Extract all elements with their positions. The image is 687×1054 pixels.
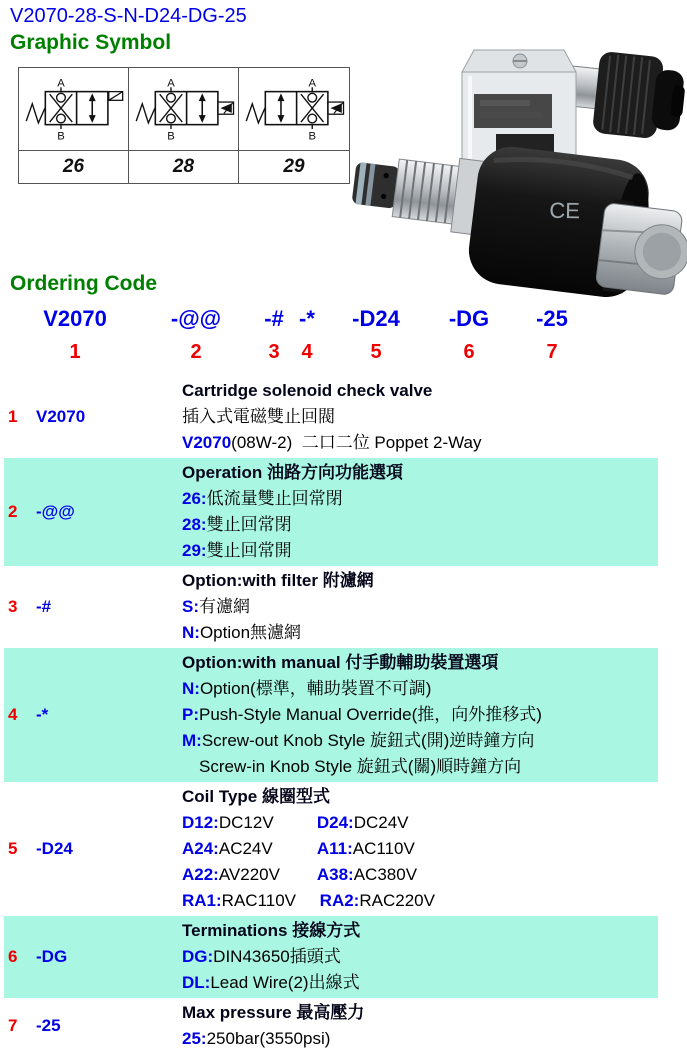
spec-row-7 xyxy=(4,998,658,1054)
row-description xyxy=(182,784,658,914)
valve-photo xyxy=(348,36,687,298)
spec-row-6 xyxy=(4,916,658,998)
spec-line: Max pressure 最高壓力 xyxy=(182,1003,365,1022)
spec-line: 28:雙止回常閉 xyxy=(182,515,292,534)
svg-text:B: B xyxy=(308,130,317,143)
spec-line: Option:with filter 附濾網 xyxy=(182,571,374,590)
hex-nut xyxy=(595,199,687,298)
row-position-number: 5 xyxy=(8,839,18,858)
valve-symbol-28-icon xyxy=(129,68,239,150)
spec-line: 25:250bar(3550psi) xyxy=(182,1029,331,1048)
spec-line: DG:DIN43650插頭式 xyxy=(182,947,341,966)
row-description xyxy=(182,1000,658,1052)
graphic-symbol-table xyxy=(18,67,350,184)
row-code: -@@ xyxy=(36,502,75,521)
spec-line: S:有濾網 xyxy=(182,597,250,616)
row-code: -# xyxy=(36,597,52,616)
cable-gland xyxy=(566,48,687,141)
code-segment-5: -D24 xyxy=(352,306,400,331)
spec-line: A22:AV220V A38:AC380V xyxy=(182,865,418,884)
cartridge-thread xyxy=(391,151,485,235)
spec-line: A24:AC24V A11:AC110V xyxy=(182,839,415,858)
spec-line: 26:低流量雙止回常閉 xyxy=(182,489,343,508)
spec-line: RA1:RAC110V RA2:RAC220V xyxy=(182,891,435,910)
row-code: -D24 xyxy=(36,839,73,858)
code-segment-4: -* xyxy=(299,306,315,331)
code-segment-7: -25 xyxy=(536,306,568,331)
spec-line: Terminations 接線方式 xyxy=(182,921,361,940)
code-segment-1: V2070 xyxy=(43,306,107,331)
spec-line: 29:雙止回常開 xyxy=(182,541,292,560)
row-description xyxy=(182,460,658,564)
spec-line: D12:DC12V D24:DC24V xyxy=(182,813,409,832)
row-position-number: 1 xyxy=(8,407,18,426)
row-position-number: 7 xyxy=(8,1016,18,1035)
ordering-code-position-row xyxy=(0,341,660,365)
code-segment-2: -@@ xyxy=(170,306,222,331)
spec-line: Option:with manual 付手動輔助裝置選項 xyxy=(182,653,499,672)
row-description xyxy=(182,378,658,456)
spec-line: DL:Lead Wire(2)出線式 xyxy=(182,973,360,992)
symbol-label-26: 26 xyxy=(19,150,129,183)
spec-line: Operation 油路方向功能選項 xyxy=(182,463,404,482)
svg-text:A: A xyxy=(166,77,175,90)
spec-line: Cartridge solenoid check valve xyxy=(182,381,433,400)
spec-line: 插入式電磁雙止回閥 xyxy=(182,407,335,426)
ordering-code-spec-table xyxy=(4,376,658,1054)
spec-row-3 xyxy=(4,566,658,648)
row-position-number: 4 xyxy=(8,705,18,724)
svg-text:B: B xyxy=(166,130,175,143)
row-position-number: 6 xyxy=(8,947,18,966)
row-code: V2070 xyxy=(36,407,86,426)
svg-text:B: B xyxy=(56,130,65,143)
position-number-4: 4 xyxy=(301,341,313,363)
spec-line: Coil Type 線圈型式 xyxy=(182,787,330,806)
graphic-symbol-heading: Graphic Symbol xyxy=(10,31,172,54)
spec-line: N:Option無濾網 xyxy=(182,623,302,642)
ordering-code-heading: Ordering Code xyxy=(10,272,158,295)
symbol-label-28: 28 xyxy=(129,150,239,183)
ordering-code-row xyxy=(0,306,660,334)
spec-row-2 xyxy=(4,458,658,566)
spec-row-4 xyxy=(4,648,658,782)
symbol-label-29: 29 xyxy=(239,150,349,183)
valve-symbol-26-icon xyxy=(19,68,129,150)
position-number-6: 6 xyxy=(463,341,475,363)
spec-line: V2070(08W-2) 二口二位 Poppet 2-Way xyxy=(182,433,482,452)
spec-line: N:Option(標準，輔助裝置不可調) xyxy=(182,679,432,698)
svg-text:A: A xyxy=(308,77,317,90)
spec-line: M:Screw-out Knob Style 旋鈕式(開)逆時鐘方向 xyxy=(182,731,535,750)
page-title: V2070-28-S-N-D24-DG-25 xyxy=(10,5,247,27)
row-description xyxy=(182,918,658,996)
valve-symbol-29-icon xyxy=(239,68,349,150)
spec-line: Screw-in Knob Style 旋鈕式(關)順時鐘方向 xyxy=(199,757,522,776)
spec-row-5 xyxy=(4,782,658,916)
spec-line: P:Push-Style Manual Override(推，向外推移式) xyxy=(182,705,542,724)
svg-text:CE: CE xyxy=(549,197,581,224)
code-segment-6: -DG xyxy=(448,306,490,331)
row-description xyxy=(182,568,658,646)
row-code: -DG xyxy=(36,947,68,966)
code-segment-3: -# xyxy=(264,306,284,331)
position-number-3: 3 xyxy=(268,341,280,363)
position-number-7: 7 xyxy=(546,341,558,363)
svg-text:A: A xyxy=(56,77,65,90)
row-code: -* xyxy=(36,705,49,724)
spec-row-1 xyxy=(4,376,658,458)
row-position-number: 2 xyxy=(8,502,18,521)
position-number-2: 2 xyxy=(190,341,202,363)
position-number-1: 1 xyxy=(69,341,81,363)
row-position-number: 3 xyxy=(8,597,18,616)
row-code: -25 xyxy=(36,1016,61,1035)
cartridge-nose xyxy=(351,162,400,209)
position-number-5: 5 xyxy=(370,341,382,363)
row-description xyxy=(182,650,658,780)
